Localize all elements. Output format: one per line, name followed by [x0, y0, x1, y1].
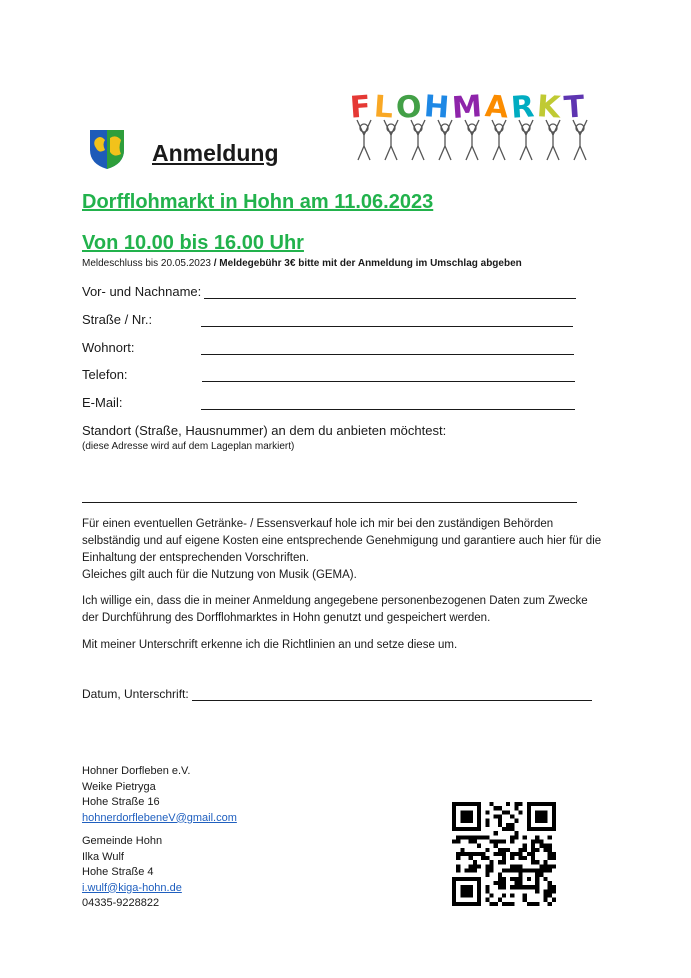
contact-phone: 04335-9228822 [82, 897, 160, 909]
stick-figures-icon [350, 118, 600, 162]
coat-of-arms-icon [88, 128, 126, 170]
contact-street: Hohe Straße 16 [82, 796, 160, 808]
signature-field[interactable] [192, 700, 592, 701]
deadline-note: Meldeschluss bis 20.05.2023 / Meldegebühr 3€ bitte mit der Anmeldung im Umschlag abgeben [82, 258, 522, 269]
contact-email-link[interactable]: i.wulf@kiga-hohn.de [82, 881, 182, 894]
signature-label: Datum, Unterschrift: [82, 687, 189, 701]
email-label: E-Mail: [82, 395, 123, 410]
logo-letter: F [348, 89, 375, 126]
contact-block-1 [82, 764, 237, 826]
logo-letter: R [510, 89, 539, 126]
contact-street: Hohe Straße 4 [82, 866, 154, 878]
standort-label: Standort (Straße, Hausnummer) an dem du anbieten möchtest: [82, 423, 447, 438]
street-label: Straße / Nr.: [82, 312, 153, 327]
standort-hint: (diese Adresse wird auf dem Lageplan markiert) [82, 441, 295, 452]
name-label: Vor- und Nachname: [82, 284, 202, 299]
standort-field[interactable] [82, 502, 577, 503]
event-headline: Dorfflohmarkt in Hohn am 11.06.2023 [82, 191, 434, 213]
event-time: Von 10.00 bis 16.00 Uhr [82, 232, 304, 254]
guidelines-paragraph: Mit meiner Unterschrift erkenne ich die Richtlinien an und setze diese um. [82, 639, 458, 651]
flohmarkt-logo [350, 90, 600, 162]
permit-paragraph: Für einen eventuellen Getränke- / Essensverkauf hole ich mir bei den zuständigen Behörden selbständig und auf eigene Kosten eine entsprechende Genehmigung und garantiere auch hier für die Einhaltung der entsprechenden Vorschriften. Gleiches gilt auch für die Nutzung von Musik (GEMA). [82, 518, 602, 581]
logo-letter: T [562, 89, 589, 126]
logo-letter: K [536, 89, 565, 126]
consent-paragraph: Ich willige ein, dass die in meiner Anmeldung angegebene personenbezogenen Daten zum Zwecke der Durchführung des Dorfflohmarktes in Hohn genutzt und gespeichert werden. [82, 595, 588, 624]
contact-org: Hohner Dorfleben e.V. [82, 765, 191, 777]
contact-block-2 [82, 834, 182, 912]
city-field[interactable] [201, 354, 574, 355]
phone-field[interactable] [202, 381, 575, 382]
logo-letter: H [422, 89, 454, 126]
email-field[interactable] [201, 409, 575, 410]
contact-email-link[interactable]: hohnerdorflebeneV@gmail.com [82, 811, 237, 824]
logo-letter: L [372, 89, 397, 126]
qr-code-icon[interactable] [452, 802, 556, 906]
street-field[interactable] [201, 326, 573, 327]
phone-label: Telefon: [82, 367, 128, 382]
name-field[interactable] [204, 298, 576, 299]
city-label: Wohnort: [82, 340, 135, 355]
contact-org: Gemeinde Hohn [82, 835, 163, 847]
contact-name: Ilka Wulf [82, 850, 124, 863]
logo-letter: O [394, 89, 426, 126]
logo-letter: A [483, 89, 513, 126]
page-title: Anmeldung [152, 140, 279, 166]
contact-name: Weike Pietryga [82, 780, 156, 793]
logo-letter: M [451, 88, 487, 127]
